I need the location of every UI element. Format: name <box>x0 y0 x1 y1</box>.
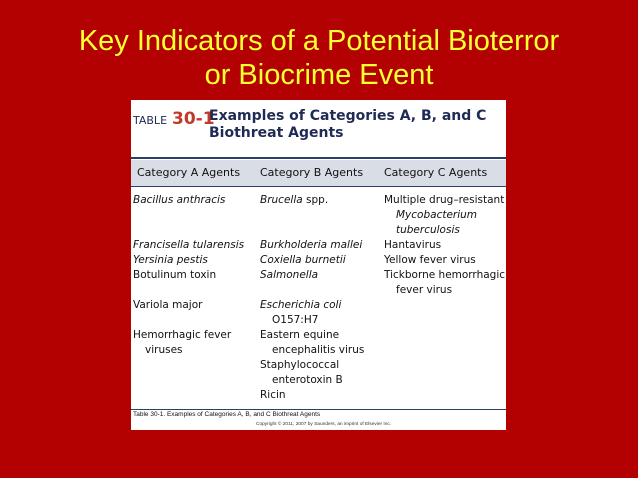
table-title-line-2: Biothreat Agents <box>209 125 344 141</box>
cat-c-item: fever virus <box>396 284 453 296</box>
cat-c-item: tuberculosis <box>396 224 460 236</box>
cat-b-item: Burkholderia mallei <box>260 239 363 251</box>
column-header-b: Category B Agents <box>260 166 364 179</box>
cat-a-item: Hemorrhagic fever <box>133 329 232 341</box>
cat-b-item: Eastern equine <box>260 329 340 341</box>
cat-b-genus: Brucella <box>260 194 303 206</box>
caption-rule <box>131 409 506 410</box>
cat-b-item: enterotoxin B <box>272 374 343 386</box>
slide-title-line-1: Key Indicators of a Potential Bioterror <box>78 25 560 57</box>
table-header-rule <box>131 186 506 187</box>
table-number: 30-1 <box>172 109 215 129</box>
table-caption: Table 30-1. Examples of Categories A, B, and C Biothreat Agents <box>133 411 321 418</box>
cat-b-item: O157:H7 <box>272 314 319 326</box>
cat-a-item: Bacillus anthracis <box>133 194 226 206</box>
cat-b-item <box>260 193 328 208</box>
column-header-c: Category C Agents <box>384 166 488 179</box>
table-title-line-1: Examples of Categories A, B, and C <box>209 108 487 124</box>
cat-c-item: Tickborne hemorrhagic <box>384 269 506 281</box>
table-top-rule <box>131 157 506 159</box>
table-tag: TABLE <box>133 114 168 127</box>
cat-a-item: Yersinia pestis <box>133 254 208 266</box>
copyright-notice: Copyright © 2011, 2007 by Saunders, an imprint of Elsevier Inc. <box>256 422 392 427</box>
cat-b-item: Ricin <box>260 389 286 401</box>
slide-title <box>0 24 638 92</box>
cat-b-item: Salmonella <box>260 269 319 281</box>
table-header <box>131 100 506 158</box>
cat-b-item: Coxiella burnetii <box>260 254 346 266</box>
cat-c-item: Mycobacterium <box>396 209 478 221</box>
slide-title-line-2: or Biocrime Event <box>204 59 434 91</box>
cat-b-species: spp. <box>306 194 329 206</box>
table-title <box>209 108 499 142</box>
cat-b-item: Staphylococcal <box>260 359 340 371</box>
cat-c-item: Hantavirus <box>384 239 442 251</box>
cat-b-item: encephalitis virus <box>272 344 365 356</box>
cat-c-item: Multiple drug–resistant <box>384 194 505 206</box>
table-column-headers <box>131 160 506 186</box>
cat-a-item: Variola major <box>133 299 203 311</box>
cat-b-item: Escherichia coli <box>260 299 342 311</box>
column-header-a: Category A Agents <box>137 166 241 179</box>
table-image <box>131 100 506 430</box>
cat-a-item: viruses <box>145 344 183 356</box>
cat-a-item: Francisella tularensis <box>133 239 245 251</box>
cat-c-item: Yellow fever virus <box>384 254 476 266</box>
cat-a-item: Botulinum toxin <box>133 269 217 281</box>
